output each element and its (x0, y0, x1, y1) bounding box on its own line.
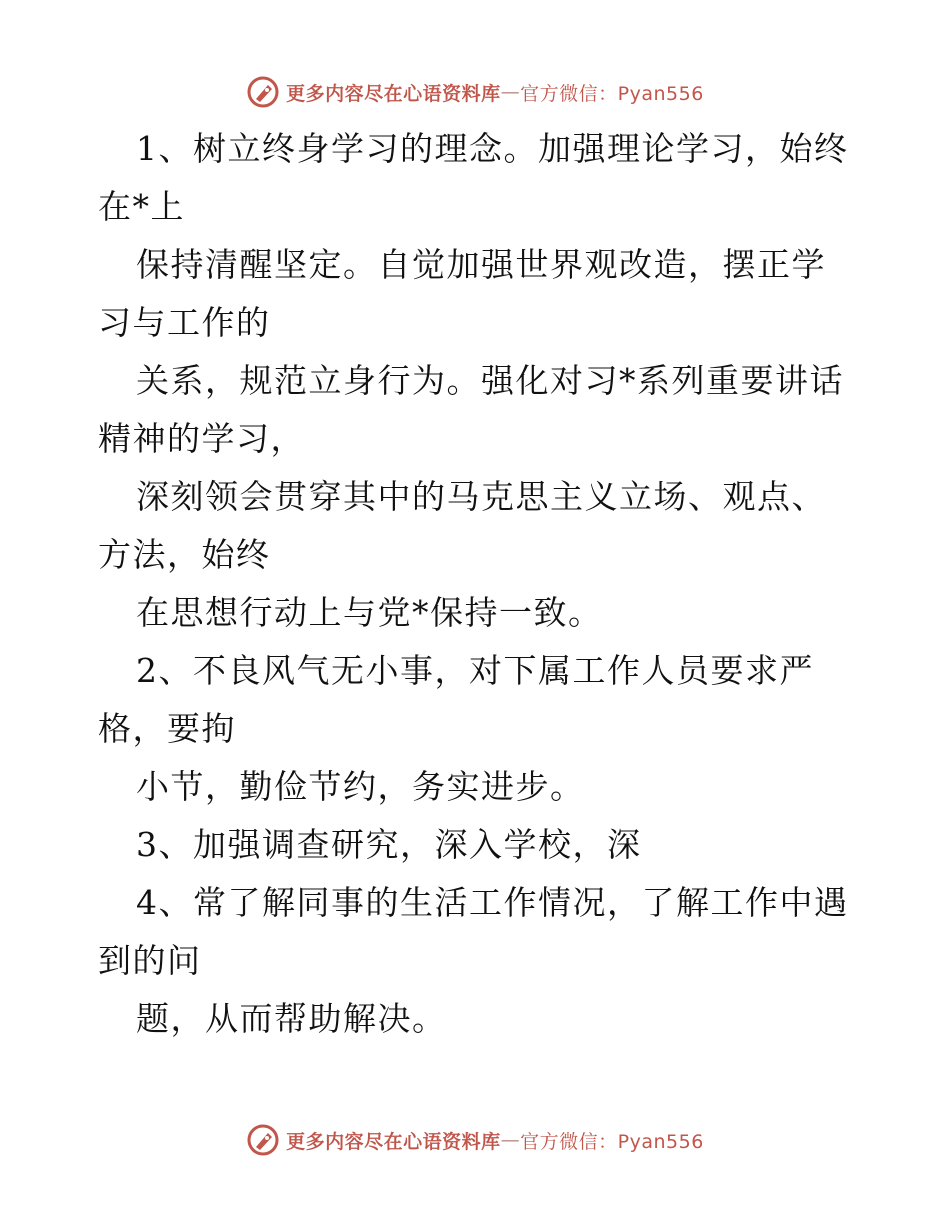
document-body (98, 120, 858, 1048)
watermark-separator: — (500, 1129, 521, 1151)
pen-nib-logo-icon (246, 75, 280, 109)
paragraph-6: 2、不良风气无小事，对下属工作人员要求严格，要拘 (98, 651, 814, 748)
paragraph-4: 深刻领会贯穿其中的马克思主义立场、观点、方法，始终 (98, 477, 826, 574)
watermark-main-text: 更多内容尽在心语资料库 (286, 1130, 501, 1153)
paragraph-9: 4、常了解同事的生活工作情况，了解工作中遇到的问 (98, 883, 849, 980)
watermark-main-text: 更多内容尽在心语资料库 (286, 82, 501, 105)
paragraph-8: 3、加强调查研究，深入学校，深 (136, 825, 642, 864)
watermark-separator: — (500, 81, 521, 103)
footer-watermark (0, 1120, 950, 1160)
paragraph-3: 关系，规范立身行为。强化对习*系列重要讲话精神的学习， (98, 361, 844, 458)
paragraph-1: 1、树立终身学习的理念。加强理论学习，始终在*上 (98, 129, 849, 226)
paragraph-7: 小节，勤俭节约，务实进步。 (136, 767, 585, 806)
header-watermark (0, 72, 950, 112)
pen-nib-logo-icon (246, 1123, 280, 1157)
watermark-sub-text: 官方微信：Pyan556 (520, 1130, 704, 1153)
paragraph-5: 在思想行动上与党*保持一致。 (136, 593, 603, 632)
paragraph-10: 题，从而帮助解决。 (136, 999, 447, 1038)
paragraph-2: 保持清醒坚定。自觉加强世界观改造，摆正学习与工作的 (98, 245, 826, 342)
watermark-sub-text: 官方微信：Pyan556 (520, 82, 704, 105)
